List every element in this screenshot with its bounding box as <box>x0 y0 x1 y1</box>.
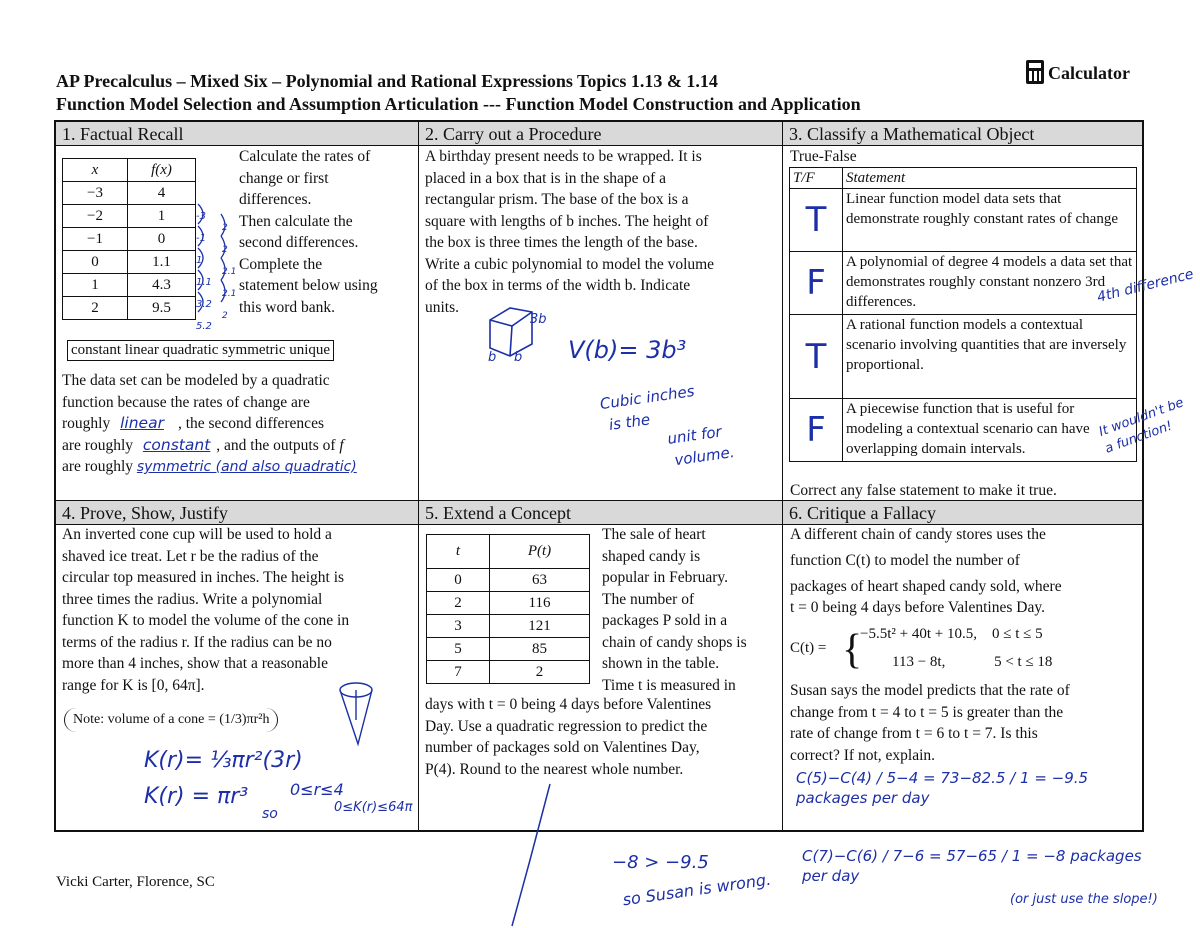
ink-label: b <box>488 350 497 365</box>
text-line: packages of heart shaped candy sold, where <box>790 577 1062 595</box>
text-line: Calculate the rates of <box>239 148 371 165</box>
cone-sketch <box>336 680 376 750</box>
table-cell: 0 <box>128 228 196 251</box>
table-cell: 4 <box>128 182 196 205</box>
divider <box>418 122 419 830</box>
box6-prompt <box>790 524 1140 619</box>
table-cell: 121 <box>490 615 590 638</box>
table-header: t <box>427 535 490 569</box>
ink-note: -1 <box>196 233 206 244</box>
statement-cell: A polynomial of degree 4 models a data set that demonstrates roughly constant nonzero 3rd differences. <box>843 252 1137 315</box>
text-line: popular in February. <box>602 569 728 586</box>
table-cell: −3 <box>63 182 128 205</box>
text-line: three times the radius. Write a polynomial <box>62 590 323 608</box>
text-line: range for K is [0, 64π]. <box>62 676 205 694</box>
divider <box>782 122 783 830</box>
box3-subtitle: True-False <box>790 148 857 165</box>
ink-note: 2 <box>222 223 228 233</box>
ink-note: 5.2 <box>196 321 212 332</box>
box4-prompt <box>62 524 412 696</box>
ink-answer: K(r)= ⅓πr²(3r) <box>144 748 303 773</box>
ink-brackets <box>195 200 240 340</box>
table-header: P(t) <box>490 535 590 569</box>
text-line: number of packages sold on Valentines Day, <box>425 739 700 756</box>
box4-header: 4. Prove, Show, Justify <box>56 501 418 525</box>
text-line: correct? If not, explain. <box>790 746 936 764</box>
table-cell: 1 <box>63 274 128 297</box>
table-row <box>63 205 196 228</box>
text-line: this word bank. <box>239 298 336 316</box>
table-row <box>63 274 196 297</box>
blank-answer-1[interactable]: linear <box>120 414 164 432</box>
text-line: are roughly constant , and the outputs of f <box>62 435 344 454</box>
text-line: function because the rates of change are <box>62 393 310 411</box>
tf-answer[interactable]: T <box>790 315 843 399</box>
ink-note: It wouldn't be a function! <box>1096 395 1186 457</box>
ink-answer: K(r) = πr³ <box>144 784 249 809</box>
box2-header: 2. Carry out a Procedure <box>419 122 782 146</box>
text-line: circular top measured in inches. The height is <box>62 569 345 586</box>
ink-note: −8 > −9.5 <box>612 852 709 873</box>
table-cell: 2 <box>63 297 128 320</box>
text-line: change from t = 4 to t = 5 is greater than the <box>790 703 1064 721</box>
text-line: placed in a box that is in the shape of a <box>425 169 667 187</box>
table-cell: 116 <box>490 592 590 615</box>
ink-answer: so <box>262 806 278 822</box>
ink-work-2: C(7)−C(6) / 7−6 = 57−65 / 1 = −8 packages per day <box>802 847 1142 885</box>
table-cell: 63 <box>490 569 590 592</box>
piece-2: 113 − 8t, 5 < t ≤ 18 <box>892 654 1053 670</box>
ink-work-1: C(5)−C(4) / 5−4 = 73−82.5 / 1 = −9.5 packages per day <box>796 769 1089 807</box>
ink-note: so Susan is wrong. <box>621 869 773 910</box>
text-line: square with lengths of b inches. The height of <box>425 212 709 230</box>
ink-note: Cubic inches <box>598 381 696 414</box>
text-line: shaved ice treat. Let r be the radius of the <box>62 547 319 565</box>
table-cell: 5 <box>427 638 490 661</box>
ink-note: 3.2 <box>196 299 212 310</box>
text-line: A birthday present needs to be wrapped. It is <box>425 148 702 165</box>
table-cell: −1 <box>63 228 128 251</box>
box1-statement <box>62 370 414 479</box>
table-cell: 2 <box>490 661 590 684</box>
piece-1: −5.5t² + 40t + 10.5, 0 ≤ t ≤ 5 <box>860 626 1043 642</box>
table-cell: 4.3 <box>128 274 196 297</box>
function-lhs: C(t) = <box>790 640 827 656</box>
box1-instructions <box>239 146 414 318</box>
table-row <box>63 228 196 251</box>
table-row <box>63 182 196 205</box>
box1-header: 1. Factual Recall <box>56 122 418 146</box>
text-line: the box is three times the length of the base. <box>425 234 698 251</box>
table-row <box>427 638 590 661</box>
statement-cell: Linear function model data sets that demonstrate roughly constant rates of change <box>843 189 1137 252</box>
table-cell: 1.1 <box>128 251 196 274</box>
table-cell: 0 <box>427 569 490 592</box>
box2-prompt <box>425 146 780 318</box>
box5-prompt <box>425 694 780 780</box>
table-row <box>790 315 1137 399</box>
true-false-table <box>789 167 1137 462</box>
ink-stroke <box>500 780 560 928</box>
ink-note: 1.1 <box>196 277 212 288</box>
text-line: units. <box>425 298 460 316</box>
ink-note: 2.1 <box>222 289 237 299</box>
table-cell: 3 <box>427 615 490 638</box>
table-row <box>63 297 196 320</box>
table-cell: 0 <box>63 251 128 274</box>
text-fragment: are roughly <box>62 436 134 454</box>
tf-answer[interactable]: F <box>790 252 843 315</box>
table-row <box>427 661 590 684</box>
ink-note: 4th difference <box>1095 266 1196 306</box>
table-header: f(x) <box>128 159 196 182</box>
box1-table <box>62 158 196 320</box>
calculator-indicator <box>1026 60 1130 84</box>
ink-label: 3b <box>530 312 547 327</box>
ink-note: 2.1 <box>222 267 237 277</box>
calculator-label: Calculator <box>1048 63 1130 83</box>
text-line: shaped candy is <box>602 547 701 565</box>
box3-footer: Correct any false statement to make it true. <box>790 482 1057 499</box>
text-line: days with t = 0 being 4 days before Valentines <box>425 696 712 713</box>
table-cell: 1 <box>128 205 196 228</box>
ink-answer: 0≤K(r)≤64π <box>334 800 413 815</box>
ink-label: b <box>514 350 523 365</box>
text-line: statement below using <box>239 277 378 294</box>
statement-cell: A rational function models a contextual scenario involving quantities that are inversely proportional. <box>843 315 1137 399</box>
tf-answer[interactable]: F <box>790 399 843 462</box>
text-line: Susan says the model predicts that the rate of <box>790 682 1070 699</box>
text-fragment: the second differences <box>185 415 324 432</box>
text-line: The sale of heart <box>602 526 706 543</box>
text-line: function C(t) to model the number of <box>790 551 1020 569</box>
box5-table <box>426 534 590 684</box>
text-line: Time t is measured in <box>602 676 736 694</box>
text-line: rate of change from t = 6 to t = 7. Is this <box>790 725 1038 742</box>
text-line: more than 4 inches, show that a reasonable <box>62 655 328 672</box>
author-credit: Vicki Carter, Florence, SC <box>56 874 215 890</box>
ink-note: 2 <box>222 245 228 255</box>
text-line: packages P sold in a <box>602 612 728 629</box>
text-line: roughly linear , the second differences <box>62 414 324 432</box>
text-fragment: roughly <box>62 415 111 432</box>
text-line: of the box in terms of the width b. Indicate <box>425 277 691 294</box>
text-line: P(4). Round to the nearest whole number. <box>425 760 684 778</box>
text-line: Then calculate the <box>239 212 353 230</box>
table-header: x <box>63 159 128 182</box>
text-line: differences. <box>239 191 312 208</box>
brace: { <box>842 627 863 673</box>
table-cell: 2 <box>427 592 490 615</box>
table-cell: 85 <box>490 638 590 661</box>
table-row <box>427 569 590 592</box>
box5-side-text <box>602 524 780 696</box>
box6-header: 6. Critique a Fallacy <box>783 501 1142 525</box>
text-line: An inverted cone cup will be used to hold a <box>62 526 332 543</box>
tf-answer[interactable]: T <box>790 189 843 252</box>
text-line: Write a cubic polynomial to model the volume <box>425 255 715 273</box>
ink-note: 1 <box>196 255 203 266</box>
text-fragment: and the outputs of <box>224 436 336 454</box>
statement-header: Statement <box>843 168 1137 189</box>
page-title <box>56 70 861 116</box>
table-row <box>790 399 1137 462</box>
box2-units-note <box>598 376 735 481</box>
ink-note: -3 <box>196 211 206 222</box>
text-line: The data set can be modeled by a quadratic <box>62 372 330 389</box>
blank-answer-2[interactable]: constant <box>142 435 211 454</box>
text-line: shown in the table. <box>602 655 720 672</box>
word-bank: constant linear quadratic symmetric unique <box>67 340 334 361</box>
cone-volume-note: Note: volume of a cone = (1/3)πr²h <box>64 708 278 732</box>
ink-note: volume. <box>673 442 736 470</box>
table-row <box>427 615 590 638</box>
text-line: t = 0 being 4 days before Valentines Day. <box>790 599 1045 616</box>
text-line: The number of <box>602 590 695 608</box>
box2-answer: V(b)= 3b³ <box>568 336 687 364</box>
text-line <box>62 456 414 479</box>
box3-header: 3. Classify a Mathematical Object <box>783 122 1142 146</box>
table-row <box>790 252 1137 315</box>
table-cell: 7 <box>427 661 490 684</box>
table-cell: −2 <box>63 205 128 228</box>
text-line: change or first <box>239 169 329 187</box>
text-fragment: are roughly <box>62 458 134 475</box>
title-line-1: AP Precalculus – Mixed Six – Polynomial and Rational Expressions Topics 1.13 & 1.14 <box>56 71 718 91</box>
table-row <box>790 189 1137 252</box>
ink-note: 2 <box>222 311 228 321</box>
blank-answer-3[interactable]: symmetric (and also quadratic) <box>136 459 357 475</box>
text-line: chain of candy shops is <box>602 633 747 651</box>
ink-answer: 0≤r≤4 <box>290 780 344 799</box>
text-line: rectangular prism. The base of the box is a <box>425 191 689 208</box>
statement-cell: A piecewise function that is useful for modeling a contextual scenario can have overlapping domain intervals. <box>843 399 1137 462</box>
table-row <box>427 592 590 615</box>
table-row <box>63 251 196 274</box>
tf-header: T/F <box>790 168 843 189</box>
box5-header: 5. Extend a Concept <box>419 501 782 525</box>
text-line: second differences. <box>239 234 359 251</box>
text-line: function K to model the volume of the cone in <box>62 612 350 629</box>
calculator-icon <box>1026 60 1044 84</box>
text-line: terms of the radius r. If the radius can be no <box>62 633 332 651</box>
box6-question <box>790 680 1140 766</box>
text-line: Day. Use a quadratic regression to predict the <box>425 717 708 735</box>
text-line: A different chain of candy stores uses the <box>790 526 1046 543</box>
table-cell: 9.5 <box>128 297 196 320</box>
text-line: Complete the <box>239 255 323 273</box>
ink-note: (or just use the slope!) <box>1010 892 1158 907</box>
title-line-2: Function Model Selection and Assumption Articulation --- Function Model Construction and Application <box>56 94 861 114</box>
ink-note: unit for <box>666 422 723 448</box>
ink-note: is the <box>607 410 652 434</box>
